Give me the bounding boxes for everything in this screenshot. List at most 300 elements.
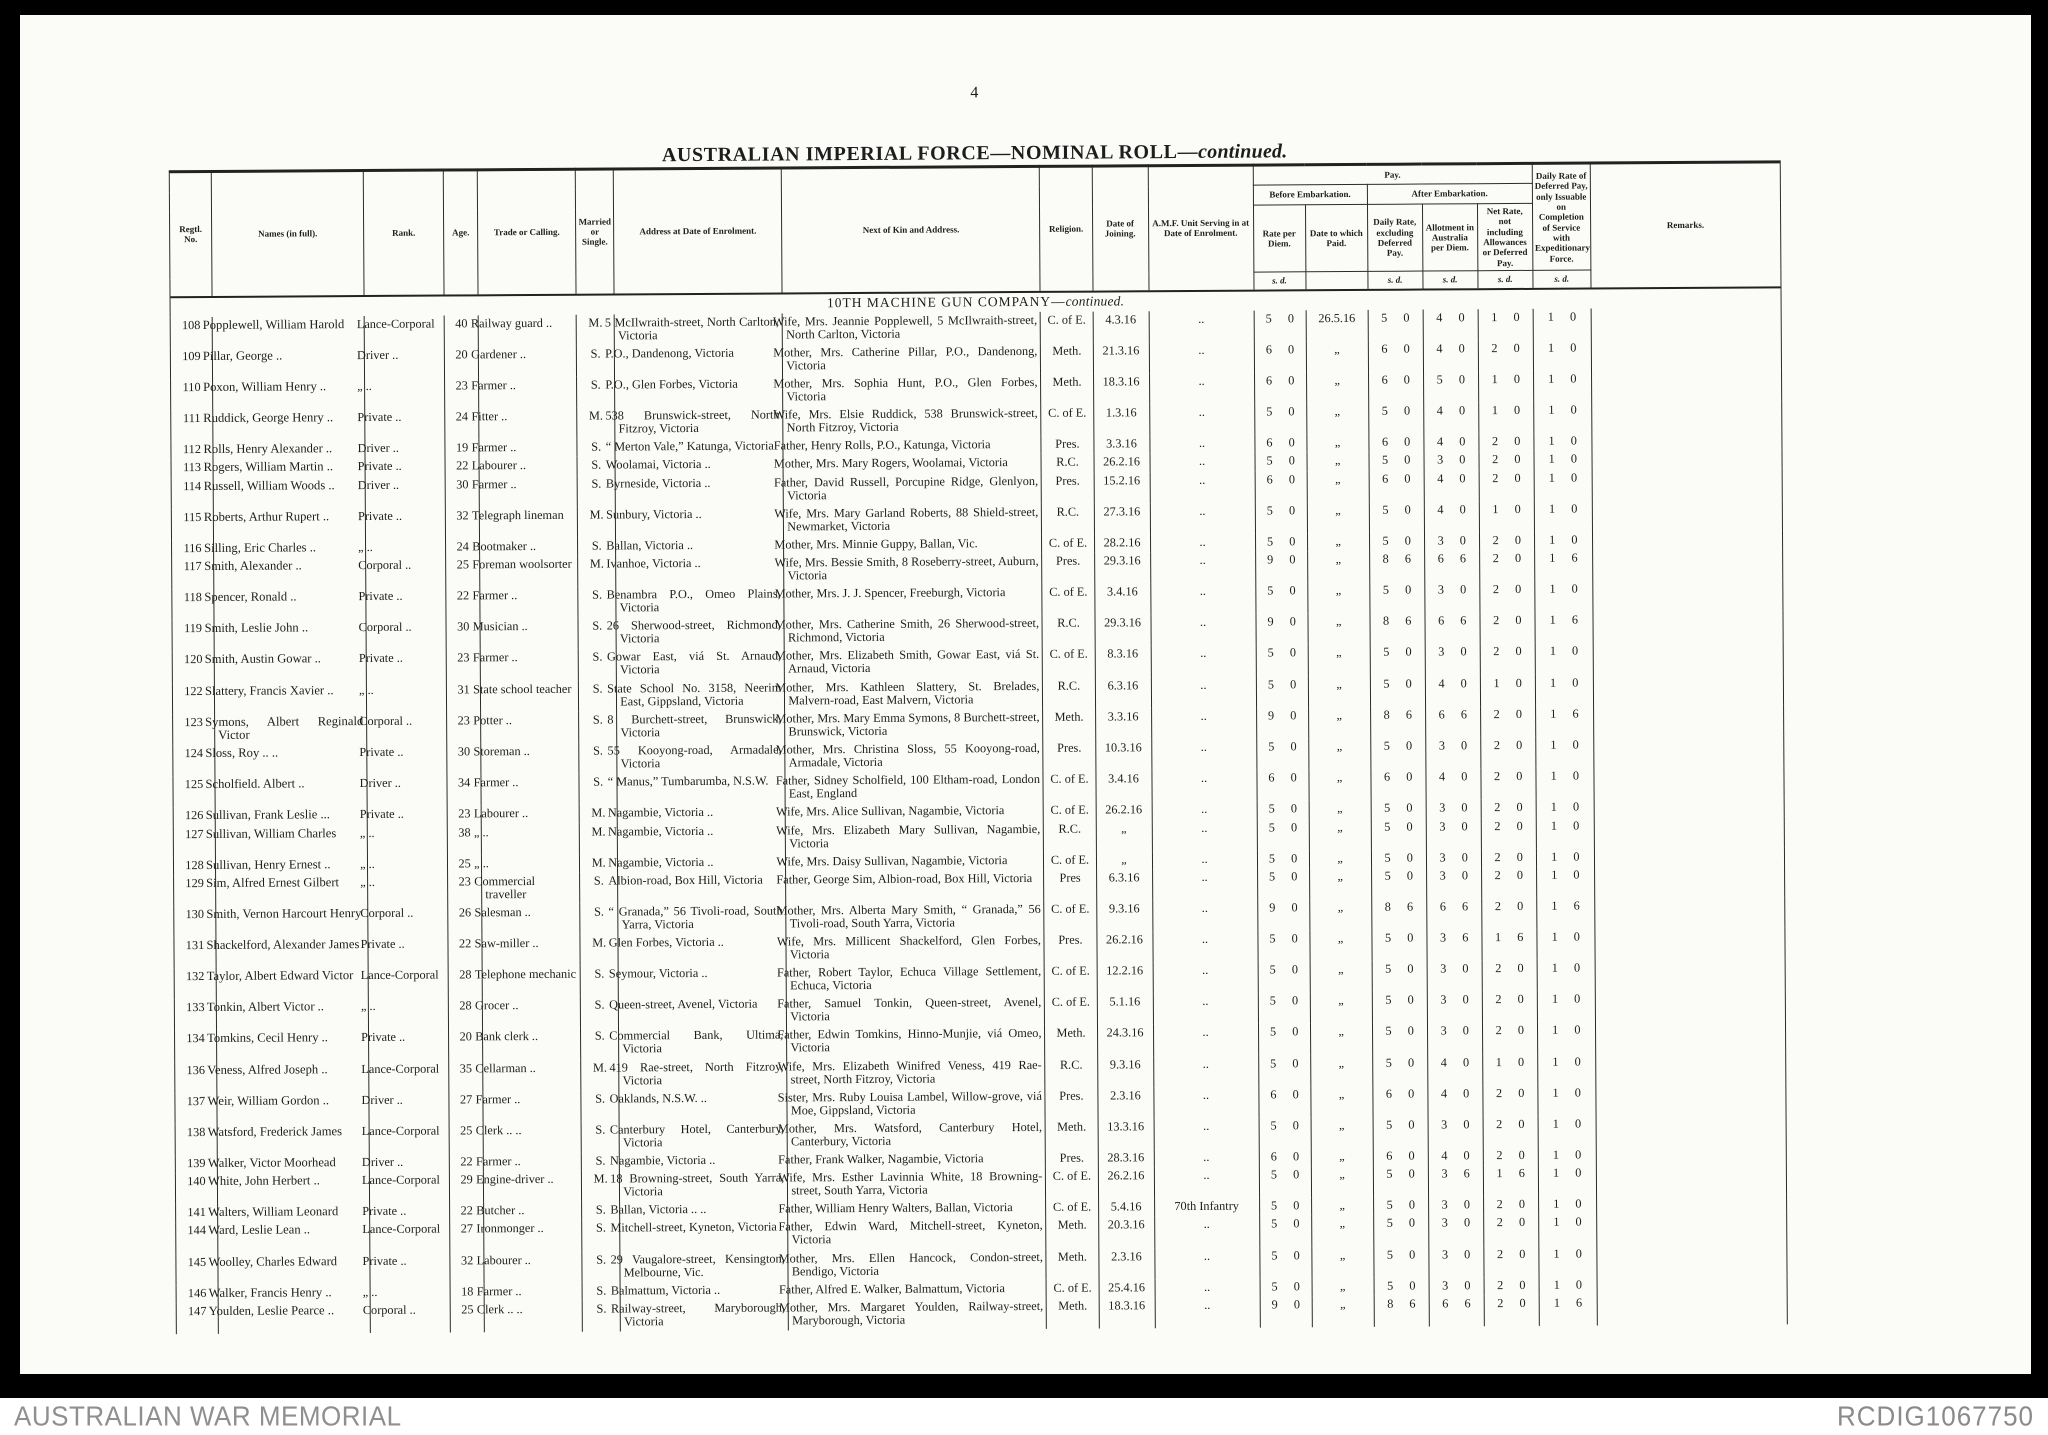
cell-no: 111: [171, 410, 213, 441]
cell-nok: Father, Frank Walker, Nagambie, Victoria: [788, 1150, 1046, 1170]
cell-religion: R.C.: [1042, 503, 1094, 534]
cell-trade: Farmer ..: [480, 587, 578, 619]
page-number: 4: [970, 84, 979, 102]
cell-religion: C. of E.: [1044, 851, 1096, 870]
cell-paid: „: [1307, 452, 1369, 471]
cell-no: 115: [171, 509, 213, 540]
cell-address: Benambra P.O., Omeo Plains, Victoria: [616, 586, 784, 618]
cell-amf: ..: [1151, 645, 1256, 677]
cell-paid: „: [1311, 1148, 1373, 1167]
cell-daily: 5 0: [1373, 1215, 1428, 1246]
cell-joined: 20.3.16: [1098, 1217, 1154, 1248]
cell-allot: 3 0: [1425, 644, 1480, 675]
cell-religion: Meth.: [1046, 1118, 1098, 1149]
cell-net: 2 0: [1481, 799, 1536, 818]
col-header-age: Age.: [443, 170, 478, 295]
cell-rate: 5 0: [1257, 819, 1309, 850]
cell-daily: 5 0: [1369, 532, 1424, 551]
cell-age: 25: [448, 855, 482, 874]
cell-nok: Mother, Mrs. Mary Rogers, Woolamai, Victoria: [783, 454, 1041, 474]
cell-rank: Private ..: [367, 806, 447, 825]
cell-rate: 6 0: [1257, 770, 1309, 801]
cell-name: Scholfield. Albert ..: [215, 775, 367, 807]
cell-net: 2 0: [1479, 532, 1534, 551]
cell-joined: 9.3.16: [1097, 1056, 1153, 1087]
cell-address: Byrneside, Victoria ..: [615, 474, 783, 506]
cell-joined: 18.3.16: [1099, 1297, 1155, 1328]
cell-trade: „ ..: [482, 855, 580, 874]
cell-net: 2 0: [1483, 1147, 1538, 1166]
cell-age: 20: [444, 346, 478, 377]
cell-deferred: 1 0: [1535, 643, 1593, 674]
cell-amf: ..: [1149, 373, 1254, 405]
cell-amf: ..: [1149, 342, 1254, 374]
cell-religion: C. of E.: [1042, 584, 1094, 615]
cell-ms: S.: [581, 1028, 619, 1059]
cell-trade: Farmer ..: [479, 439, 577, 458]
cell-ms: S.: [579, 711, 617, 743]
cell-amf: ..: [1153, 1024, 1258, 1056]
cell-joined: 3.3.16: [1093, 435, 1149, 454]
cell-remarks: [1595, 897, 1785, 929]
cell-no: 141: [176, 1204, 218, 1223]
cell-deferred: 1 0: [1539, 1245, 1597, 1276]
cell-age: 27: [449, 1091, 483, 1122]
cell-age: 30: [446, 619, 480, 650]
cell-address: 5 McIlwraith-street, North Carlton, Victoria: [614, 313, 782, 345]
cell-address: P.O., Dandenong, Victoria: [615, 344, 783, 376]
cell-deferred: 1 0: [1534, 531, 1592, 550]
col-header-allotment: Allotment in Australia per Diem.: [1422, 204, 1477, 271]
cell-daily: 6 0: [1373, 1147, 1428, 1166]
cell-no: 114: [171, 478, 213, 509]
cell-remarks: [1596, 1114, 1786, 1146]
cell-joined: 6.3.16: [1096, 869, 1152, 900]
cell-allot: 3 0: [1424, 582, 1479, 613]
cell-paid: „: [1309, 819, 1371, 850]
cell-amf: ..: [1152, 801, 1257, 820]
cell-ms: S.: [580, 966, 618, 997]
cell-paid: „: [1312, 1296, 1374, 1327]
cell-paid: „: [1309, 868, 1371, 899]
cell-daily: 6 0: [1368, 372, 1423, 403]
cell-daily: 5 0: [1368, 403, 1423, 434]
cell-nok: Father, Samuel Tonkin, Queen-street, Avenel, Victoria: [787, 994, 1045, 1027]
cell-nok: Father, Henry Rolls, P.O., Katunga, Victoria: [783, 436, 1041, 456]
col-header-religion: Religion.: [1040, 166, 1093, 291]
cell-nok: Mother, Mrs. Margaret Youlden, Railway-street, Maryborough, Victoria: [788, 1298, 1046, 1331]
cell-deferred: 1 6: [1536, 898, 1594, 929]
cell-age: 22: [450, 1202, 484, 1221]
cell-rate: 5 0: [1259, 1197, 1311, 1216]
cell-daily: 5 0: [1372, 1023, 1427, 1054]
sd-label-allot: s. d.: [1423, 271, 1478, 289]
cell-religion: C. of E.: [1043, 771, 1095, 802]
cell-religion: Pres: [1044, 870, 1096, 901]
cell-rank: Private ..: [370, 1203, 450, 1222]
cell-nok: Mother, Mrs. Elizabeth Smith, Gowar East, viá St. Arnaud, Victoria: [784, 646, 1042, 679]
cell-rank: Private ..: [370, 1252, 450, 1284]
cell-allot: 4 0: [1423, 340, 1478, 371]
cell-net: 2 0: [1484, 1295, 1539, 1326]
cell-no: 112: [171, 441, 213, 460]
cell-deferred: 1 0: [1537, 960, 1595, 991]
cell-allot: 4 0: [1425, 675, 1480, 706]
cell-age: 25: [446, 557, 480, 588]
cell-paid: „: [1311, 1117, 1373, 1148]
cell-paid: „: [1310, 1054, 1372, 1085]
cell-religion: Meth.: [1043, 708, 1095, 740]
cell-joined: 2.3.16: [1097, 1087, 1153, 1118]
cell-trade: Salesman ..: [482, 904, 580, 936]
cell-rate: 5 0: [1255, 502, 1307, 533]
cell-daily: 5 0: [1371, 800, 1426, 819]
cell-rank: „ ..: [366, 681, 446, 713]
cell-nok: Father, William Henry Walters, Ballan, Victoria: [788, 1199, 1046, 1219]
cell-remarks: [1592, 468, 1782, 500]
cell-joined: 21.3.16: [1093, 342, 1149, 373]
cell-religion: Meth.: [1045, 1025, 1097, 1056]
cell-net: 2 0: [1479, 470, 1534, 501]
cell-age: 19: [445, 439, 479, 458]
cell-daily: 5 0: [1368, 309, 1423, 340]
cell-paid: „: [1308, 613, 1370, 644]
cell-no: 132: [174, 968, 216, 999]
cell-name: Sim, Alfred Ernest Gilbert: [216, 874, 368, 906]
cell-name: Russell, William Woods ..: [213, 477, 365, 509]
cell-amf: ..: [1153, 1055, 1258, 1087]
cell-ms: S.: [581, 997, 619, 1028]
roll-table-body: [170, 287, 1787, 1334]
nominal-roll-table-wrap: [169, 160, 1788, 1334]
cell-no: 125: [173, 776, 215, 807]
cell-paid: „: [1310, 1023, 1372, 1054]
cell-nok: Mother, Mrs. Sophia Hunt, P.O., Glen Forbes, Victoria: [783, 374, 1041, 407]
cell-paid: „: [1308, 644, 1370, 675]
cell-allot: 6 6: [1424, 550, 1479, 581]
col-header-pay-group: Pay.: [1253, 163, 1532, 185]
cell-no: 119: [172, 620, 214, 651]
cell-religion: Meth.: [1047, 1297, 1099, 1328]
col-header-net-rate: Net Rate, not including Allowances or Deferred Pay.: [1477, 203, 1532, 270]
cell-ms: S.: [582, 1251, 620, 1282]
cell-deferred: 1 0: [1533, 371, 1591, 402]
cell-nok: Wife, Mrs. Mary Garland Roberts, 88 Shield-street, Newmarket, Victoria: [784, 504, 1042, 537]
cell-address: 419 Rae-street, North Fitzroy, Victoria: [619, 1058, 787, 1090]
cell-trade: Labourer ..: [479, 457, 577, 476]
cell-address: Sunbury, Victoria ..: [616, 505, 784, 537]
cell-rate: 9 0: [1255, 552, 1307, 583]
cell-no: 131: [174, 937, 216, 968]
cell-ms: M.: [578, 556, 616, 587]
col-header-address: Address at Date of Enrolment.: [613, 168, 782, 294]
cell-rank: Driver ..: [367, 775, 447, 807]
cell-remarks: [1597, 1275, 1787, 1295]
cell-rate: 5 0: [1255, 533, 1307, 552]
cell-paid: „: [1312, 1277, 1374, 1296]
cell-nok: Wife, Mrs. Esther Lavinnia White, 18 Browning-street, South Yarra, Victoria: [788, 1168, 1046, 1201]
cell-trade: Grocer ..: [482, 997, 580, 1029]
cell-deferred: 1 0: [1538, 1165, 1596, 1196]
cell-ms: M.: [579, 823, 617, 854]
cell-net: 2 0: [1483, 1116, 1538, 1147]
cell-name: Sullivan, William Charles: [215, 825, 367, 857]
cell-trade: Potter ..: [481, 711, 579, 743]
cell-net: 2 0: [1482, 991, 1537, 1022]
cell-name: Ward, Leslie Lean ..: [218, 1221, 370, 1253]
cell-age: 38: [447, 824, 481, 855]
cell-deferred: 1 0: [1537, 1053, 1595, 1084]
cell-rank: Driver ..: [369, 1153, 449, 1172]
cell-daily: 5 0: [1372, 1054, 1427, 1085]
cell-religion: Pres.: [1041, 436, 1093, 455]
cell-amf: ..: [1151, 707, 1256, 739]
cell-nok: Father, David Russell, Porcupine Ridge, Glenlyon, Victoria: [783, 473, 1041, 506]
cell-name: Youlden, Leslie Pearce ..: [218, 1302, 370, 1334]
cell-nok: Wife, Mrs. Jeannie Popplewell, 5 McIlwraith-street, North Carlton, Victoria: [782, 312, 1040, 345]
cell-remarks: [1595, 1052, 1785, 1084]
cell-rate: 5 0: [1254, 403, 1306, 434]
cell-name: Walters, William Leonard: [218, 1203, 370, 1222]
cell-remarks: [1596, 1145, 1786, 1165]
cell-rate: 5 0: [1256, 676, 1308, 707]
cell-deferred: 1 0: [1536, 799, 1594, 818]
cell-joined: 3.4.16: [1094, 584, 1150, 615]
cell-ms: S.: [581, 1121, 619, 1152]
cell-name: Weir, William Gordon ..: [217, 1092, 369, 1124]
cell-address: Oaklands, N.S.W. ..: [619, 1089, 787, 1121]
cell-nok: Father, Sidney Scholfield, 100 Eltham-road, London East, England: [785, 771, 1043, 804]
cell-rank: Lance-Corporal: [364, 315, 444, 347]
cell-rate: 5 0: [1255, 583, 1307, 614]
cell-religion: R.C.: [1041, 454, 1093, 473]
cell-rank: „ ..: [368, 874, 448, 906]
cell-age: 20: [449, 1029, 483, 1060]
cell-amf: ..: [1153, 993, 1258, 1025]
cell-no: 139: [175, 1155, 217, 1174]
cell-nok: Father, Edwin Ward, Mitchell-street, Kyneton, Victoria: [788, 1217, 1046, 1250]
cell-religion: C. of E.: [1046, 1168, 1098, 1199]
cell-rate: 5 0: [1257, 868, 1309, 899]
cell-trade: Telephone mechanic: [482, 966, 580, 998]
cell-net: 2 0: [1479, 433, 1534, 452]
cell-paid: „: [1308, 675, 1370, 706]
cell-name: Pillar, George ..: [212, 347, 364, 379]
cell-deferred: 1 0: [1536, 768, 1594, 799]
cell-allot: 3 0: [1428, 1116, 1483, 1147]
cell-ms: M.: [578, 506, 616, 537]
cell-rank: Private ..: [367, 744, 447, 776]
cell-age: 28: [448, 967, 482, 998]
cell-trade: Butcher ..: [484, 1202, 582, 1221]
cell-deferred: 1 0: [1536, 867, 1594, 898]
cell-age: 29: [450, 1171, 484, 1202]
cell-allot: 3 0: [1429, 1277, 1484, 1296]
cell-amf: 70th Infantry: [1154, 1198, 1259, 1217]
sd-label-paid-blank: [1306, 271, 1368, 289]
cell-amf: ..: [1151, 614, 1256, 646]
cell-trade: Labourer ..: [484, 1251, 582, 1283]
cell-paid: „: [1308, 706, 1370, 738]
cell-deferred: 1 0: [1534, 433, 1592, 452]
cell-rate: 9 0: [1256, 614, 1308, 645]
cell-nok: Wife, Mrs. Elsie Ruddick, 538 Brunswick-street, North Fitzroy, Victoria: [783, 405, 1041, 438]
cell-daily: 5 0: [1371, 818, 1426, 849]
cell-daily: 5 0: [1369, 582, 1424, 613]
cell-joined: 12.2.16: [1097, 963, 1153, 994]
cell-allot: 3 6: [1428, 1165, 1483, 1196]
cell-trade: Cellarman ..: [483, 1059, 581, 1091]
cell-trade: Ironmonger ..: [484, 1220, 582, 1252]
cell-trade: Gardener ..: [478, 346, 576, 378]
cell-joined: 24.3.16: [1097, 1025, 1153, 1056]
col-header-regtl-no: Regtl. No.: [169, 171, 212, 296]
cell-name: Smith, Austin Gowar ..: [214, 650, 366, 682]
cell-daily: 6 0: [1369, 470, 1424, 501]
cell-age: 32: [445, 507, 479, 538]
cell-ms: S.: [577, 475, 615, 506]
cell-net: 2 0: [1480, 581, 1535, 612]
cell-remarks: [1593, 704, 1783, 737]
cell-rate: 9 0: [1256, 707, 1308, 739]
cell-daily: 5 0: [1373, 1116, 1428, 1147]
cell-rank: „ ..: [367, 824, 447, 856]
cell-trade: Storeman ..: [481, 743, 579, 775]
cell-rank: Corporal ..: [366, 619, 446, 651]
cell-ms: S.: [578, 587, 616, 618]
cell-ms: M.: [581, 1059, 619, 1090]
cell-trade: Clerk .. ..: [483, 1121, 581, 1153]
col-header-next-of-kin: Next of Kin and Address.: [782, 166, 1041, 293]
cell-trade: Bootmaker ..: [480, 538, 578, 557]
cell-no: 120: [172, 651, 214, 682]
cell-ms: S.: [582, 1282, 620, 1301]
cell-allot: 6 6: [1429, 1295, 1484, 1326]
archive-name: AUSTRALIAN WAR MEMORIAL: [14, 1399, 402, 1433]
col-header-rate-per-diem: Rate per Diem.: [1253, 205, 1305, 272]
col-header-after-embarkation: After Embarkation.: [1367, 183, 1532, 204]
cell-trade: Farmer ..: [483, 1090, 581, 1122]
cell-allot: 4 0: [1427, 1054, 1482, 1085]
cell-deferred: 1 0: [1539, 1276, 1597, 1295]
cell-name: Symons, Albert Reginald Victor: [215, 713, 367, 746]
cell-joined: 29.3.16: [1094, 552, 1150, 583]
cell-joined: 26.2.16: [1098, 1167, 1154, 1198]
cell-age: 23: [447, 712, 481, 744]
cell-rank: „ ..: [366, 538, 446, 557]
cell-name: Spencer, Ronald ..: [214, 588, 366, 620]
cell-remarks: [1593, 580, 1783, 612]
cell-no: 147: [176, 1303, 218, 1334]
cell-amf: ..: [1155, 1278, 1260, 1297]
cell-age: 24: [445, 408, 479, 439]
cell-ms: S.: [579, 743, 617, 774]
cell-daily: 5 0: [1374, 1246, 1429, 1277]
cell-age: 22: [446, 588, 480, 619]
cell-rate: 5 0: [1258, 962, 1310, 993]
cell-rank: Lance-Corporal: [370, 1221, 450, 1253]
cell-trade: Foreman woolsorter: [480, 556, 578, 588]
cell-net: 2 0: [1481, 818, 1536, 849]
cell-age: 35: [449, 1060, 483, 1091]
cell-deferred: 1 0: [1535, 581, 1593, 612]
cell-no: 127: [173, 826, 215, 857]
cell-remarks: [1591, 369, 1781, 401]
cell-remarks: [1595, 928, 1785, 960]
cell-remarks: [1594, 865, 1784, 897]
cell-no: 126: [173, 807, 215, 826]
cell-allot: 3 0: [1426, 867, 1481, 898]
cell-amf: ..: [1152, 869, 1257, 901]
cell-no: 109: [170, 348, 212, 379]
cell-religion: Meth.: [1046, 1217, 1098, 1248]
col-header-date-to-which-paid: Date to which Paid.: [1305, 204, 1367, 271]
cell-rate: 6 0: [1255, 471, 1307, 502]
cell-joined: 5.4.16: [1098, 1198, 1154, 1217]
cell-rate: 5 0: [1257, 801, 1309, 820]
cell-joined: 3.3.16: [1095, 708, 1151, 740]
cell-deferred: 1 6: [1535, 705, 1593, 737]
cell-allot: 4 0: [1424, 501, 1479, 532]
cell-rate: 6 0: [1254, 434, 1306, 453]
cell-net: 1 0: [1478, 402, 1533, 433]
cell-rate: 5 0: [1258, 1024, 1310, 1055]
cell-allot: 6 6: [1425, 613, 1480, 644]
cell-joined: 8.3.16: [1095, 646, 1151, 677]
cell-paid: „: [1311, 1166, 1373, 1197]
cell-trade: „ ..: [481, 823, 579, 855]
cell-deferred: 1 0: [1537, 1022, 1595, 1053]
cell-paid: „: [1310, 961, 1372, 992]
col-header-date-of-joining: Date of Joining.: [1092, 166, 1149, 291]
cell-religion: Pres.: [1042, 553, 1094, 584]
cell-deferred: 1 0: [1533, 339, 1591, 370]
cell-name: Tomkins, Cecil Henry ..: [217, 1029, 369, 1061]
cell-ms: S.: [581, 1152, 619, 1171]
col-header-daily-rate: Daily Rate, excluding Deferred Pay.: [1367, 204, 1422, 271]
cell-amf: ..: [1154, 1167, 1259, 1199]
cell-daily: 6 0: [1368, 340, 1423, 371]
cell-allot: 3 0: [1425, 737, 1480, 768]
cell-address: Gowar East, viá St. Arnaud, Victoria: [616, 648, 784, 680]
cell-daily: 5 0: [1371, 868, 1426, 899]
cell-name: Sullivan, Henry Ernest ..: [215, 856, 367, 875]
cell-deferred: 1 0: [1535, 674, 1593, 705]
cell-name: Rogers, William Martin ..: [213, 458, 365, 477]
cell-allot: 3 0: [1428, 1215, 1483, 1246]
cell-trade: Farmer ..: [479, 476, 577, 508]
col-header-remarks: Remarks.: [1590, 162, 1781, 288]
cell-religion: R.C.: [1043, 677, 1095, 708]
cell-daily: 5 0: [1374, 1277, 1429, 1296]
document-title-continued: continued.: [1198, 140, 1288, 163]
cell-net: 2 0: [1482, 960, 1537, 991]
cell-rate: 6 0: [1258, 1086, 1310, 1117]
cell-daily: 5 0: [1373, 1197, 1428, 1216]
cell-ms: S.: [578, 537, 616, 556]
cell-deferred: 1 6: [1539, 1294, 1597, 1325]
cell-joined: 26.2.16: [1094, 454, 1150, 473]
cell-rate: 5 0: [1257, 850, 1309, 869]
cell-nok: Mother, Mrs. Ellen Hancock, Condon-street, Bendigo, Victoria: [788, 1248, 1046, 1281]
cell-address: Canterbury Hotel, Canterbury, Victoria: [619, 1120, 787, 1152]
cell-address: State School No. 3158, Neerim East, Gippsland, Victoria: [617, 679, 785, 711]
cell-religion: C. of E.: [1041, 311, 1093, 342]
cell-net: 2 0: [1483, 1196, 1538, 1215]
cell-rate: 5 0: [1258, 931, 1310, 962]
cell-deferred: 1 0: [1538, 1214, 1596, 1245]
cell-remarks: [1594, 816, 1784, 848]
